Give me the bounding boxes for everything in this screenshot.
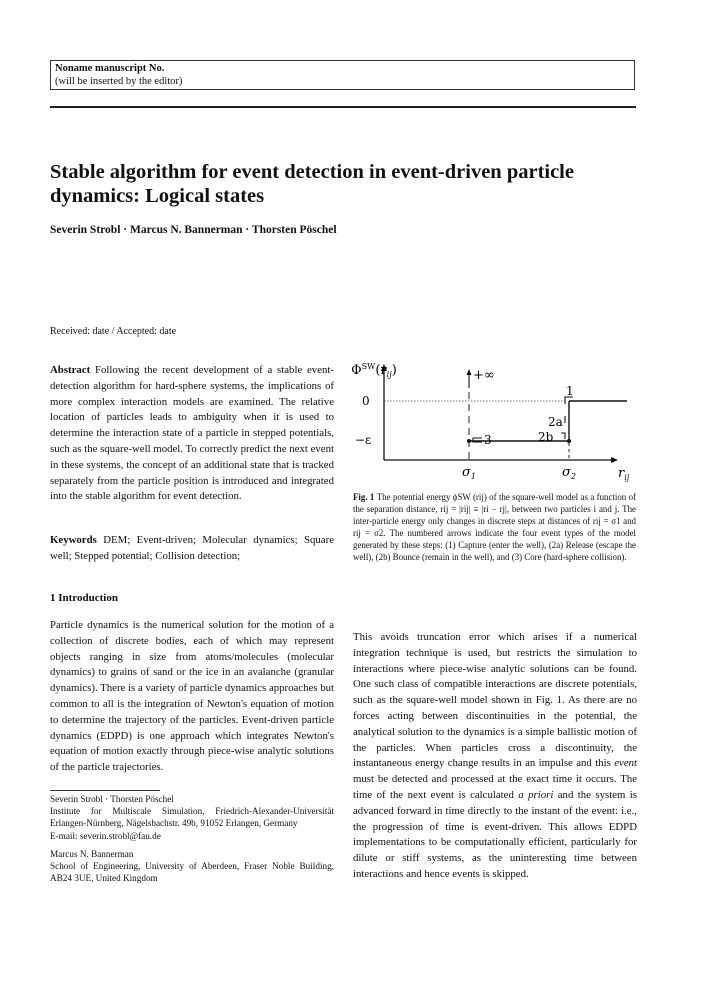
event-2a-label: 2a: [548, 415, 563, 429]
square-well-diagram: [352, 360, 642, 482]
affil-2-name: Marcus N. Bannerman: [50, 848, 134, 859]
event-2b-label: 2b: [538, 430, 554, 444]
right-text-b: must be detected and processed at the exact time it occurs. The time of the next event is calculated: [353, 773, 637, 801]
bounce-event-arrow: [561, 433, 565, 439]
right-column-paragraph: [353, 630, 637, 883]
figure-1: [352, 360, 642, 482]
section-heading: 1 Introduction: [50, 592, 118, 604]
right-text-em2: a priori: [518, 788, 554, 801]
intro-text: Particle dynamics is the numerical solution for the motion of a collection of discrete bodies, each of which may represent objects ranging in size from atoms/molecules (molecular dynamics) to grains of sand or the ice in an avalanche (granular dynamics). There is a variety of particle dynamics approaches but common to all is the integration of Newton's equation of motion to determine the trajectory of the particles. Event-driven particle dynamics (EDPD) is one approach which integrates Newton's equation of motion exactly through piece-wise analytic solutions of the particle trajectories.: [50, 619, 335, 774]
right-text-a: This avoids truncation error which arises if a numerical integration technique is used, but restricts the simulation to interactions where piece-wise analytic solutions can be found. One such class of compatible interactions are discrete potentials, such as the square-well model shown in Fig. 1. As there are no forces acting between discontinuities in the potential, the analytical solution to the dynamics is a simple ballistic motion of the particles. When particles cross a discontinuity, the instantaneous energy change results in an impulse and this: [353, 631, 637, 770]
header-rule: [50, 106, 636, 108]
affil-1-institute: Institute for Multiscale Simulation, Friedrich-Alexander-Universität Erlangen-Nürnberg, Nägelsbachstr. 49b, 91052 Erlangen, Germany: [50, 806, 334, 829]
affil-1-names: Severin Strobl · Thorsten Pöschel: [50, 794, 174, 804]
footnote-rule: [50, 790, 160, 791]
x-tick-sigma2: $\sigma_2$: [562, 465, 576, 481]
right-text-em: event: [614, 757, 638, 770]
event-3-label: 3: [484, 433, 492, 447]
keywords-label: Keywords: [50, 534, 97, 546]
keywords-text: DEM; Event-driven; Molecular dynamics; Square well; Stepped potential; Collision detection;: [50, 534, 334, 562]
manuscript-number: Noname manuscript No.: [55, 63, 165, 74]
editor-note: (will be inserted by the editor): [55, 76, 183, 87]
infinity-arrowhead: [467, 369, 472, 375]
caption-text: The potential energy ϕSW (rij) of the square-well model as a function of the separation distance, rij = |rij| ≡ |ri − rj|, between two particles i and j. The inter-particle energy only changes in discrete steps at distances of rij = σ1 and rij = σ2. The numbered arrows indicate the four event types of the model generated by these steps: (1) Capture (enter the well), (2a) Release (escape the well), (2b) Bounce (remain in the well), and (3) Core (hard-sphere collision).: [353, 492, 637, 563]
well-edge-marker: [567, 439, 571, 443]
x-axis-arrowhead: [611, 457, 618, 463]
right-text-c: and the system is advanced forward in time directly to the instant of the event: i.e., the progression of time is event-driven. This allows EDPD implementations to be computationally efficient, particularly for dilute or stiff systems, as the uninteresting time between interactions and hence events is skipped.: [353, 788, 638, 880]
y-tick-zero: 0: [362, 394, 370, 408]
abstract-label: Abstract: [50, 364, 91, 376]
affil-2-institute: School of Engineering, University of Aberdeen, Fraser Noble Building, AB24 3UE, United Kingdom: [50, 861, 334, 884]
y-tick-epsilon: −ε: [355, 433, 372, 447]
core-marker: [467, 439, 471, 443]
affiliations: [50, 793, 334, 884]
figure-caption: [353, 491, 636, 564]
abstract: [50, 363, 334, 505]
x-tick-sigma1: $\sigma_1$: [462, 465, 476, 481]
manuscript-header-box: [50, 60, 635, 90]
paper-title: Stable algorithm for event detection in event-driven particle dynamics: Logical states: [50, 161, 574, 207]
abstract-text: Following the recent development of a stable event-detection algorithm for hard-sphere systems, the implications of more complex interaction models are examined. The relative location of particles leads to ambiguity when it is used to determine the interaction state of a particle in stepped potentials, such as the square-well model. To correctly predict the next event in these systems, the concept of an additional state that is tracked separately from the particle position is introduced and integrated into the stable algorithm for event detection.: [50, 364, 334, 503]
received-date: Received: date / Accepted: date: [50, 326, 177, 337]
caption-label: Fig. 1: [353, 492, 375, 502]
author-list: Severin Strobl · Marcus N. Bannerman · Thorsten Pöschel: [50, 224, 337, 236]
x-axis-label: $r_{ij}$: [618, 466, 630, 482]
affil-1-email: E-mail: severin.strobl@fau.de: [50, 830, 161, 841]
event-1-label: 1: [566, 384, 574, 398]
y-axis-label: $\Phi^{SW}(r_{ij})$: [352, 362, 397, 379]
infinity-label: +∞: [473, 368, 495, 383]
intro-paragraph: [50, 618, 334, 776]
keywords: [50, 533, 334, 565]
